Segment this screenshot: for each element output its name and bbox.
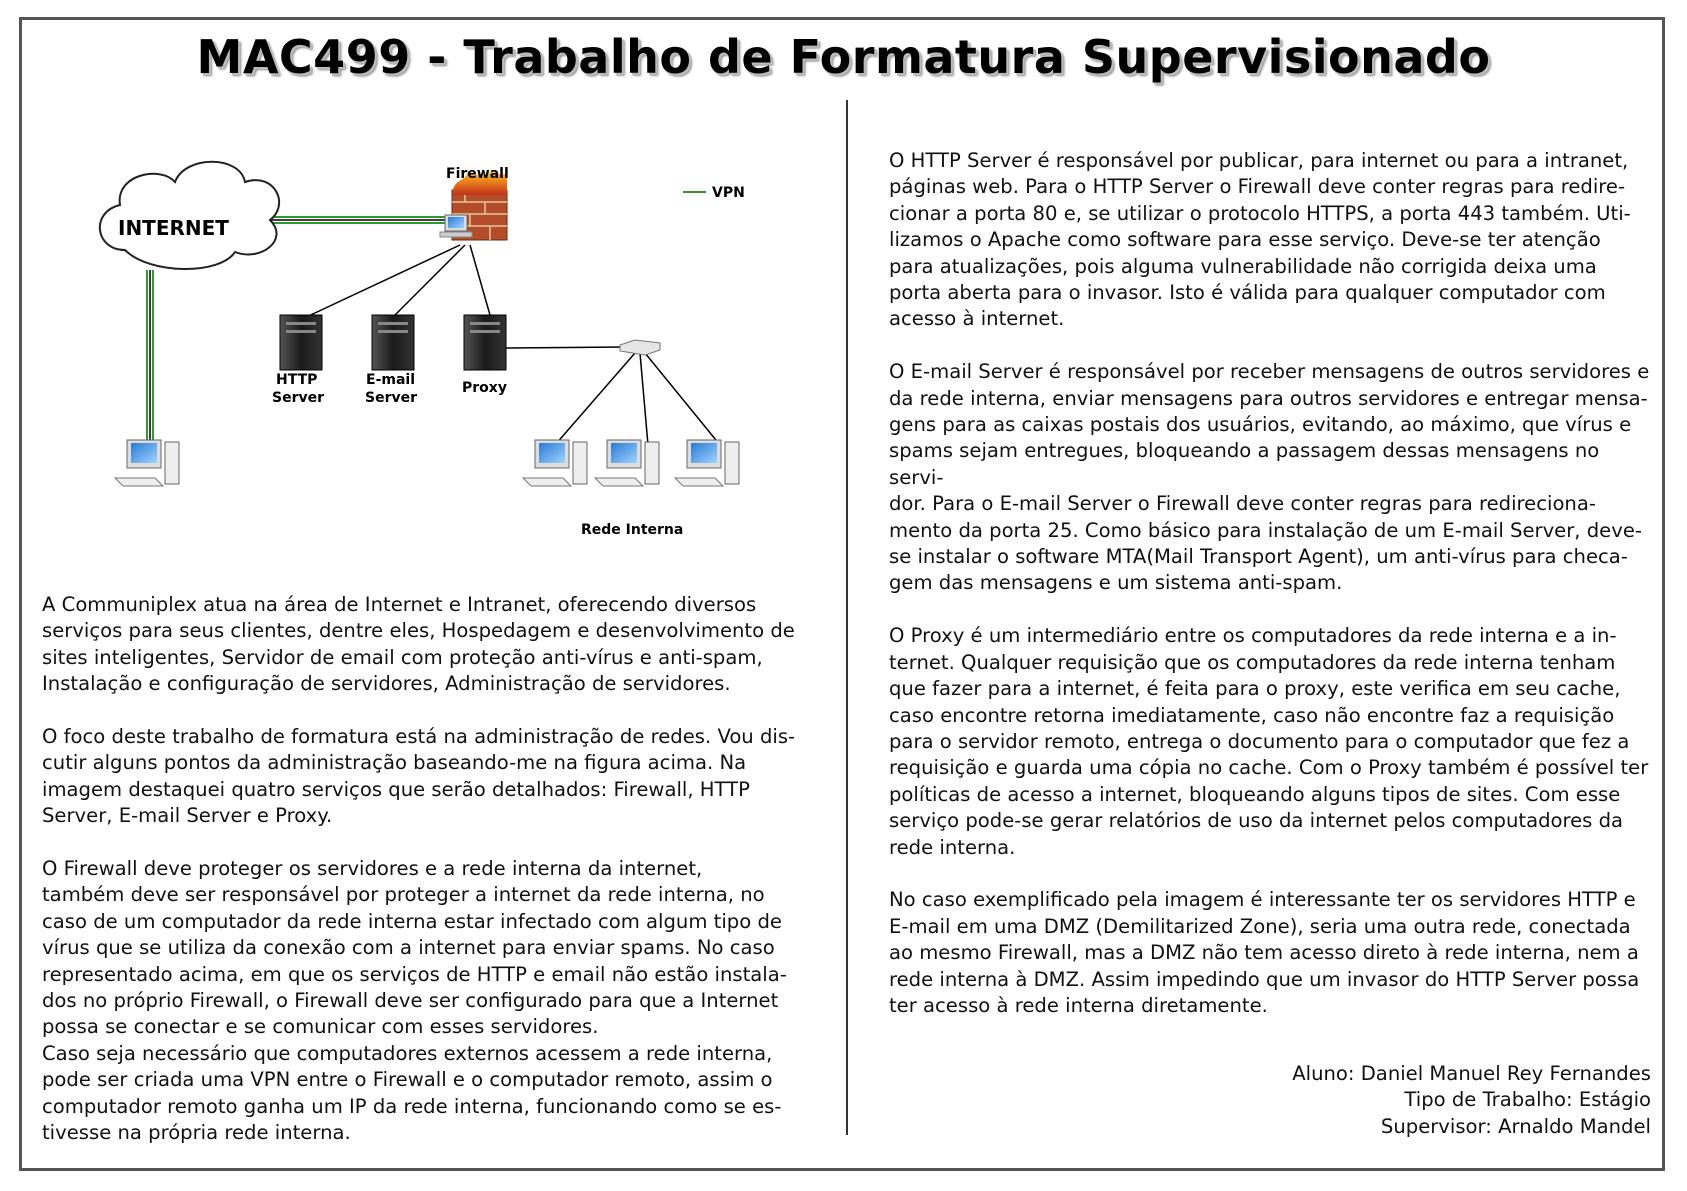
lan-links [555, 353, 720, 445]
lan-computer-icon [595, 440, 659, 486]
firewall-label: Firewall [446, 166, 509, 182]
http-server-label-line2: Server [272, 390, 325, 406]
student-name: Aluno: Daniel Manuel Rey Fernandes [1292, 1062, 1651, 1085]
vpn-legend-label: VPN [712, 185, 745, 201]
email-server-icon [372, 315, 414, 370]
http-server-icon [280, 315, 322, 370]
http-server-paragraph: O HTTP Server é responsável por publicar, para internet ou para a intranet, páginas web. Para o HTTP Server o Firewall deve conter regras para redire- cionar a porta 80 e, se utilizar o protocolo HTTPS, a porta 443 também. Uti- lizamos o Apache como software para esse serviço. Deve-se ter atenção para atualizações, pois alguma vulnerabilidade não corrigida deixa uma porta aberta para o invasor. Isto é válida para qualquer computador com acesso à internet. [889, 149, 1631, 331]
vpn-paragraph: Caso seja necessário que computadores externos acessem a rede interna, pode ser criada uma VPN entre o Firewall e o computador remoto, assim o computador remoto ganha um IP da rede interna, funcionando como se es- tivesse na própria rede interna. [42, 1041, 782, 1145]
credits [1292, 1061, 1651, 1140]
right-column [889, 148, 1659, 1046]
proxy-paragraph: O Proxy é um intermediário entre os computadores da rede interna e a in- ternet. Qualquer requisição que os computadores da rede interna tenham que fazer para a internet, é feita para o proxy, este verifica em seu cache, caso encontre retorna imediatamente, caso não encontre faz a requisição para o servidor remoto, entrega o documento para o computador que fez a requisição e guarda uma cópia no cache. Com o Proxy também é possível ter políticas de acesso a internet, bloqueando alguns tipos de sites. Com esse serviço pode-se gerar relatórios de uso da internet pelos computadores da rede interna. [889, 624, 1649, 859]
work-type: Tipo de Trabalho: Estágio [1404, 1088, 1651, 1112]
proxy-server-icon [464, 315, 506, 370]
column-divider [846, 100, 848, 1135]
lan-computer-icon [523, 440, 587, 486]
page-title: MAC499 - Trabalho de Formatura Supervisionado [196, 30, 1491, 84]
proxy-label: Proxy [462, 380, 507, 396]
remote-computer-icon [115, 440, 179, 486]
email-server-label-line1: E-mail [366, 372, 416, 388]
email-server-paragraph: O E-mail Server é responsável por receber mensagens de outros servidores e da rede interna, enviar mensagens para outros servidores e entregar mensa- gens para as caixas postais dos usuários, evitando, ao máximo, que vírus e spams sejam entregues, bloqueando a passagem dessas mensagens no servi- dor. Para o E-mail Server o Firewall deve conter regras para redireciona- mento da porta 25. Como básico para instalação de um E-mail Server, deve- se instalar o software MTA(Mail Transport Agent), um anti-vírus para checa- gem das mensagens e um sistema anti-spam. [889, 360, 1650, 595]
dmz-paragraph: No caso exemplificado pela imagem é interessante ter os servidores HTTP e E-mail em uma DMZ (Demilitarized Zone), seria uma outra rede, conectada ao mesmo Firewall, mas a DMZ não tem acesso direto à rede interna, nem a rede interna à DMZ. Assim impedindo que um invasor do HTTP Server possa ter acesso à rede interna diretamente. [889, 888, 1640, 1017]
proxy-switch-link [502, 347, 625, 348]
http-server-label-line1: HTTP [276, 372, 318, 388]
rede-interna-label: Rede Interna [581, 522, 684, 538]
lan-computer-icon [675, 440, 739, 486]
focus-paragraph: O foco deste trabalho de formatura está na administração de redes. Vou dis- cutir alguns pontos da administração baseando-me na figura acima. Na imagem destaquei quatro serviços que serão detalhados: Firewall, HTTP Server, E-mail Server e Proxy. [42, 725, 796, 828]
server-links [300, 245, 490, 320]
internet-label: INTERNET [118, 216, 229, 240]
switch-icon [620, 340, 660, 355]
intro-paragraph: A Communiplex atua na área de Internet e Intranet, oferecendo diversos serviços para seus clientes, dentre eles, Hospedagem e desenvolvimento de sites inteligentes, Servidor de email com proteção anti-vírus e anti-spam, Instalação e configuração de servidores, Administração de servidores. [42, 593, 795, 696]
supervisor-name: Supervisor: Arnaldo Mandel [1380, 1114, 1651, 1138]
firewall-paragraph: O Firewall deve proteger os servidores e a rede interna da internet, também deve ser responsável por proteger a internet da rede interna, no caso de um computador da rede interna estar infectado com algum tipo de vírus que se utiliza da conexão com a internet para enviar spams. No caso representado acima, em que os serviços de HTTP e email não estão instala- dos no próprio Firewall, o Firewall deve ser configurado para que a Internet possa se conectar e se comunicar com esses servidores. [42, 857, 787, 1039]
left-column [42, 592, 812, 1173]
network-diagram [90, 150, 810, 550]
email-server-label-line2: Server [365, 390, 418, 406]
